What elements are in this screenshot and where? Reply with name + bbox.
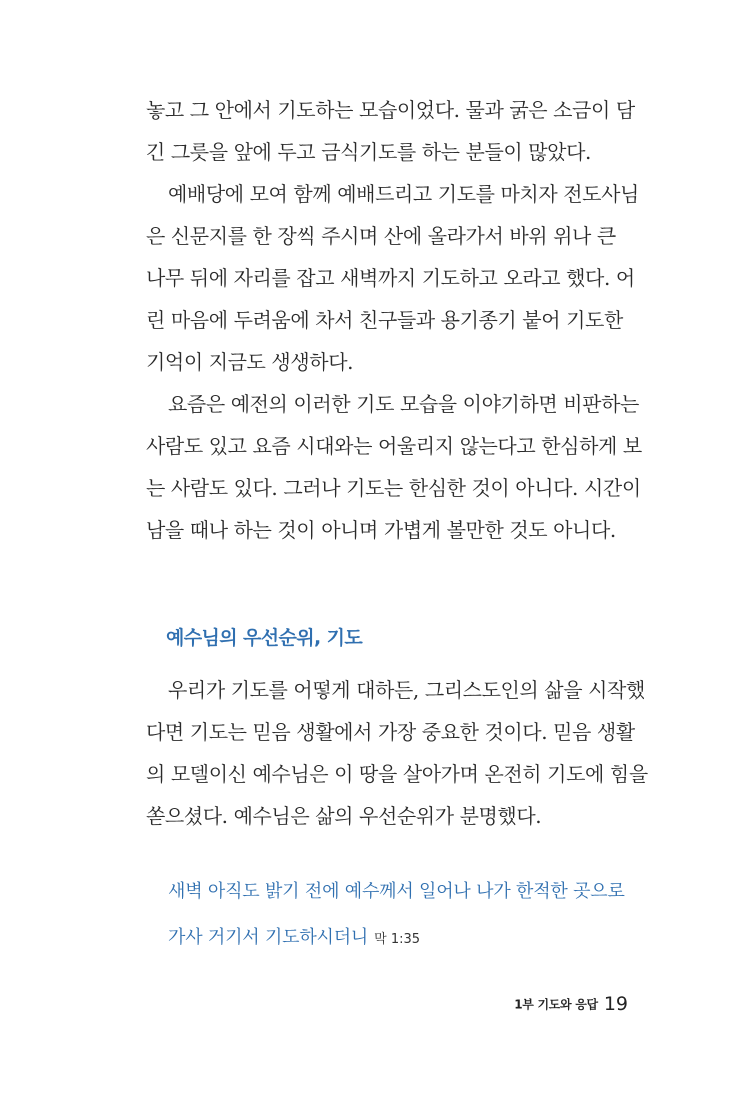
- paragraph-line: 사람도 있고 요즘 시대와는 어울리지 않는다고 한심하게 보: [146, 434, 642, 458]
- paragraph-line: 나무 뒤에 자리를 잡고 새벽까지 기도하고 오라고 했다. 어: [146, 266, 635, 290]
- paragraph-line: 기억이 지금도 생생하다.: [146, 350, 354, 374]
- paragraph-line: 다면 기도는 믿음 생활에서 가장 중요한 것이다. 믿음 생활: [146, 720, 635, 744]
- paragraph-line: 쏟으셨다. 예수님은 삶의 우선순위가 분명했다.: [146, 804, 542, 828]
- paragraph-line: 놓고 그 안에서 기도하는 모습이었다. 물과 굵은 소금이 담: [146, 98, 635, 122]
- paragraph-line: 의 모델이신 예수님은 이 땅을 살아가며 온전히 기도에 힘을: [146, 762, 648, 786]
- page-footer: [514, 993, 628, 1015]
- quote-line: 새벽 아직도 밝기 전에 예수께서 일어나 나가 한적한 곳으로: [168, 881, 625, 902]
- paragraph-line: 요즘은 예전의 이러한 기도 모습을 이야기하면 비판하는: [168, 392, 639, 416]
- paragraph-line: 남을 때나 하는 것이 아니며 가볍게 볼만한 것도 아니다.: [146, 518, 616, 542]
- paragraph-line: 긴 그릇을 앞에 두고 금식기도를 하는 분들이 많았다.: [146, 140, 591, 164]
- page-number: 19: [603, 993, 628, 1015]
- paragraph-line: 은 신문지를 한 장씩 주시며 산에 올라가서 바위 위나 큰: [146, 224, 616, 248]
- paragraph-line: 예배당에 모여 함께 예배드리고 기도를 마치자 전도사님: [168, 182, 639, 206]
- quote-line: [168, 918, 420, 958]
- quote-text: 가사 거기서 기도하시더니: [168, 927, 369, 948]
- paragraph-line: 는 사람도 있다. 그러나 기도는 한심한 것이 아니다. 시간이: [146, 476, 641, 500]
- scripture-reference: 막 1:35: [374, 932, 421, 947]
- paragraph-line: 우리가 기도를 어떻게 대하든, 그리스도인의 삶을 시작했: [168, 678, 645, 702]
- part-label: 1부 기도와 응답: [514, 997, 598, 1012]
- section-heading: 예수님의 우선순위, 기도: [166, 627, 363, 649]
- paragraph-line: 린 마음에 두려움에 차서 친구들과 용기종기 붙어 기도한: [146, 308, 623, 332]
